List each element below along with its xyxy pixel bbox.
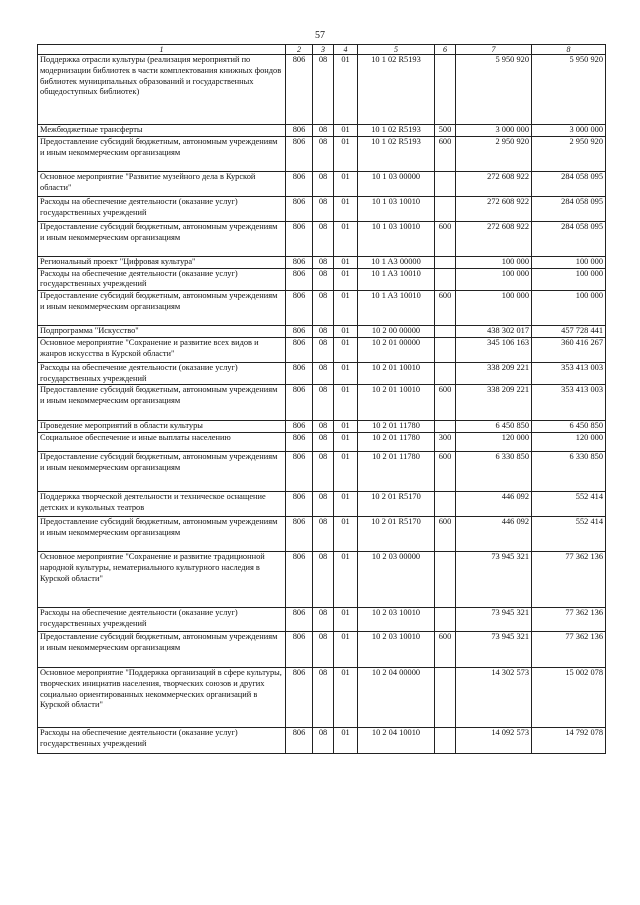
table-row [38,55,606,125]
row-ministry-code: 806 [286,517,313,552]
row-subsection: 01 [334,517,358,552]
row-name: Подпрограмма "Искусство" [38,326,286,338]
row-section: 08 [313,326,334,338]
page-number: 57 [315,30,325,41]
row-section: 08 [313,452,334,492]
table-row [38,125,606,137]
header-cell-ministry: 2 [286,45,313,55]
table-row [38,268,606,291]
row-amount-2: 353 413 003 [532,385,606,421]
row-amount-1: 73 945 321 [456,632,532,668]
row-target-code: 10 2 03 00000 [358,552,435,608]
row-ministry-code: 806 [286,362,313,385]
row-name: Региональный проект "Цифровая культура" [38,256,286,268]
row-subsection: 01 [334,268,358,291]
row-expense-type: 600 [435,632,456,668]
table-row [38,433,606,452]
row-ministry-code: 806 [286,125,313,137]
row-expense-type [435,421,456,433]
row-expense-type: 300 [435,433,456,452]
row-ministry-code: 806 [286,55,313,125]
table-body [38,55,606,754]
table-row [38,552,606,608]
row-amount-1: 6 450 850 [456,421,532,433]
row-ministry-code: 806 [286,171,313,196]
row-ministry-code: 806 [286,728,313,754]
row-name: Предоставление субсидий бюджетным, автономным учреждениям и иным некоммерческим организациям [38,221,286,256]
row-amount-2: 100 000 [532,268,606,291]
row-target-code: 10 2 01 R5170 [358,517,435,552]
row-section: 08 [313,492,334,517]
row-expense-type: 600 [435,291,456,326]
table-row [38,362,606,385]
row-target-code: 10 1 A3 00000 [358,256,435,268]
table-row [38,291,606,326]
row-amount-2: 120 000 [532,433,606,452]
row-subsection: 01 [334,256,358,268]
row-subsection: 01 [334,362,358,385]
row-subsection: 01 [334,55,358,125]
row-amount-1: 272 608 922 [456,196,532,221]
row-amount-1: 73 945 321 [456,608,532,632]
row-ministry-code: 806 [286,668,313,728]
row-amount-2: 6 330 850 [532,452,606,492]
row-name: Проведение мероприятий в области культуры [38,421,286,433]
row-ministry-code: 806 [286,326,313,338]
row-section: 08 [313,552,334,608]
row-amount-1: 100 000 [456,268,532,291]
row-subsection: 01 [334,552,358,608]
row-amount-2: 77 362 136 [532,552,606,608]
row-subsection: 01 [334,492,358,517]
row-target-code: 10 1 03 10010 [358,196,435,221]
row-name: Предоставление субсидий бюджетным, автономным учреждениям и иным некоммерческим организациям [38,452,286,492]
row-amount-1: 338 209 221 [456,385,532,421]
row-amount-2: 457 728 441 [532,326,606,338]
row-subsection: 01 [334,221,358,256]
row-amount-1: 5 950 920 [456,55,532,125]
row-name: Расходы на обеспечение деятельности (оказание услуг) государственных учреждений [38,268,286,291]
row-name: Предоставление субсидий бюджетным, автономным учреждениям и иным некоммерческим организациям [38,385,286,421]
row-name: Основное мероприятие "Сохранение и развитие всех видов и жанров искусства в Курской области" [38,337,286,362]
table-row [38,136,606,171]
row-ministry-code: 806 [286,421,313,433]
table-row [38,517,606,552]
row-expense-type [435,608,456,632]
table-row [38,728,606,754]
row-amount-2: 100 000 [532,291,606,326]
row-section: 08 [313,221,334,256]
header-cell-target: 5 [358,45,435,55]
table-row [38,385,606,421]
row-ministry-code: 806 [286,433,313,452]
row-target-code: 10 2 01 11780 [358,421,435,433]
row-amount-2: 552 414 [532,517,606,552]
row-expense-type [435,55,456,125]
row-name: Расходы на обеспечение деятельности (оказание услуг) государственных учреждений [38,608,286,632]
row-amount-1: 345 106 163 [456,337,532,362]
row-amount-1: 73 945 321 [456,552,532,608]
row-target-code: 10 1 02 R5193 [358,55,435,125]
row-amount-2: 3 000 000 [532,125,606,137]
row-subsection: 01 [334,608,358,632]
row-expense-type [435,326,456,338]
row-subsection: 01 [334,728,358,754]
row-amount-2: 100 000 [532,256,606,268]
header-cell-name: 1 [38,45,286,55]
row-expense-type [435,668,456,728]
table-row [38,337,606,362]
row-name: Предоставление субсидий бюджетным, автономным учреждениям и иным некоммерческим организациям [38,632,286,668]
row-target-code: 10 2 01 R5170 [358,492,435,517]
row-expense-type [435,362,456,385]
row-target-code: 10 2 01 10010 [358,385,435,421]
row-ministry-code: 806 [286,452,313,492]
row-subsection: 01 [334,136,358,171]
row-name: Предоставление субсидий бюджетным, автономным учреждениям и иным некоммерческим организациям [38,517,286,552]
row-name: Основное мероприятие "Поддержка организаций в сфере культуры, творческих инициатив населения, творческих союзов и других социально ориентированных некоммерческих организаций в Курской области" [38,668,286,728]
header-cell-amount-2: 8 [532,45,606,55]
header-cell-section: 3 [313,45,334,55]
row-subsection: 01 [334,171,358,196]
row-expense-type: 600 [435,136,456,171]
row-ministry-code: 806 [286,136,313,171]
row-ministry-code: 806 [286,492,313,517]
table-row [38,256,606,268]
row-amount-1: 120 000 [456,433,532,452]
row-name: Основное мероприятие "Развитие музейного дела в Курской области" [38,171,286,196]
row-section: 08 [313,421,334,433]
row-ministry-code: 806 [286,632,313,668]
table-row [38,608,606,632]
row-section: 08 [313,668,334,728]
row-subsection: 01 [334,125,358,137]
row-amount-1: 3 000 000 [456,125,532,137]
row-amount-1: 446 092 [456,492,532,517]
table-row [38,326,606,338]
row-subsection: 01 [334,291,358,326]
row-target-code: 10 2 04 00000 [358,668,435,728]
row-expense-type [435,196,456,221]
row-section: 08 [313,517,334,552]
row-ministry-code: 806 [286,608,313,632]
row-amount-1: 446 092 [456,517,532,552]
row-target-code: 10 1 A3 10010 [358,291,435,326]
row-section: 08 [313,632,334,668]
row-name: Предоставление субсидий бюджетным, автономным учреждениям и иным некоммерческим организациям [38,136,286,171]
row-section: 08 [313,55,334,125]
row-ministry-code: 806 [286,268,313,291]
row-subsection: 01 [334,668,358,728]
row-amount-2: 284 058 095 [532,221,606,256]
row-ministry-code: 806 [286,385,313,421]
row-target-code: 10 2 04 10010 [358,728,435,754]
row-section: 08 [313,728,334,754]
row-expense-type [435,171,456,196]
table-row [38,421,606,433]
row-ministry-code: 806 [286,196,313,221]
row-ministry-code: 806 [286,291,313,326]
row-ministry-code: 806 [286,337,313,362]
row-subsection: 01 [334,421,358,433]
budget-table [37,44,606,754]
row-name: Социальное обеспечение и иные выплаты населению [38,433,286,452]
row-amount-2: 5 950 920 [532,55,606,125]
row-amount-1: 338 209 221 [456,362,532,385]
row-amount-1: 14 302 573 [456,668,532,728]
row-target-code: 10 1 03 10010 [358,221,435,256]
row-section: 08 [313,256,334,268]
row-section: 08 [313,608,334,632]
row-target-code: 10 2 01 11780 [358,433,435,452]
row-ministry-code: 806 [286,552,313,608]
row-target-code: 10 2 01 10010 [358,362,435,385]
row-target-code: 10 2 03 10010 [358,632,435,668]
row-name: Межбюджетные трансферты [38,125,286,137]
row-amount-1: 6 330 850 [456,452,532,492]
row-target-code: 10 1 02 R5193 [358,125,435,137]
row-amount-1: 272 608 922 [456,221,532,256]
table-row [38,632,606,668]
row-target-code: 10 2 00 00000 [358,326,435,338]
row-subsection: 01 [334,433,358,452]
row-name: Расходы на обеспечение деятельности (оказание услуг) государственных учреждений [38,362,286,385]
row-amount-2: 15 002 078 [532,668,606,728]
row-subsection: 01 [334,385,358,421]
row-expense-type [435,492,456,517]
row-expense-type: 600 [435,221,456,256]
row-section: 08 [313,171,334,196]
row-section: 08 [313,385,334,421]
row-subsection: 01 [334,452,358,492]
row-target-code: 10 1 03 00000 [358,171,435,196]
row-amount-1: 14 092 573 [456,728,532,754]
row-target-code: 10 2 03 10010 [358,608,435,632]
row-expense-type [435,337,456,362]
row-amount-2: 6 450 850 [532,421,606,433]
row-amount-1: 100 000 [456,291,532,326]
row-expense-type: 600 [435,517,456,552]
row-expense-type [435,728,456,754]
row-target-code: 10 1 02 R5193 [358,136,435,171]
row-section: 08 [313,268,334,291]
row-amount-2: 284 058 095 [532,196,606,221]
row-amount-2: 552 414 [532,492,606,517]
row-amount-1: 100 000 [456,256,532,268]
row-name: Основное мероприятие "Сохранение и развитие традиционной народной культуры, нематериального культурного наследия в Курской области" [38,552,286,608]
row-section: 08 [313,337,334,362]
header-cell-amount-1: 7 [456,45,532,55]
row-subsection: 01 [334,337,358,362]
row-target-code: 10 2 01 00000 [358,337,435,362]
row-name: Расходы на обеспечение деятельности (оказание услуг) государственных учреждений [38,196,286,221]
header-cell-subsection: 4 [334,45,358,55]
row-amount-2: 284 058 095 [532,171,606,196]
row-section: 08 [313,362,334,385]
row-ministry-code: 806 [286,221,313,256]
row-name: Расходы на обеспечение деятельности (оказание услуг) государственных учреждений [38,728,286,754]
row-expense-type [435,268,456,291]
table-row [38,171,606,196]
table-row [38,221,606,256]
row-expense-type [435,256,456,268]
row-section: 08 [313,291,334,326]
row-section: 08 [313,136,334,171]
row-name: Поддержка творческой деятельности и техническое оснащение детских и кукольных театров [38,492,286,517]
row-target-code: 10 2 01 11780 [358,452,435,492]
table-row [38,492,606,517]
row-amount-2: 77 362 136 [532,632,606,668]
row-amount-2: 14 792 078 [532,728,606,754]
row-ministry-code: 806 [286,256,313,268]
row-amount-2: 77 362 136 [532,608,606,632]
row-expense-type: 600 [435,452,456,492]
row-amount-1: 438 302 017 [456,326,532,338]
header-cell-expense-type: 6 [435,45,456,55]
row-amount-2: 353 413 003 [532,362,606,385]
row-section: 08 [313,433,334,452]
table-row [38,452,606,492]
row-expense-type: 600 [435,385,456,421]
row-amount-2: 2 950 920 [532,136,606,171]
row-section: 08 [313,196,334,221]
row-amount-1: 272 608 922 [456,171,532,196]
row-name: Предоставление субсидий бюджетным, автономным учреждениям и иным некоммерческим организациям [38,291,286,326]
row-target-code: 10 1 A3 10010 [358,268,435,291]
row-subsection: 01 [334,326,358,338]
row-amount-2: 360 416 267 [532,337,606,362]
row-subsection: 01 [334,632,358,668]
table-row [38,668,606,728]
row-subsection: 01 [334,196,358,221]
row-section: 08 [313,125,334,137]
row-expense-type: 500 [435,125,456,137]
row-amount-1: 2 950 920 [456,136,532,171]
table-row [38,196,606,221]
header-row [38,45,606,55]
row-expense-type [435,552,456,608]
row-name: Поддержка отрасли культуры (реализация мероприятий по модернизации библиотек в части комплектования книжных фондов библиотек муниципальных образований и государственных общедоступных библиотек) [38,55,286,125]
